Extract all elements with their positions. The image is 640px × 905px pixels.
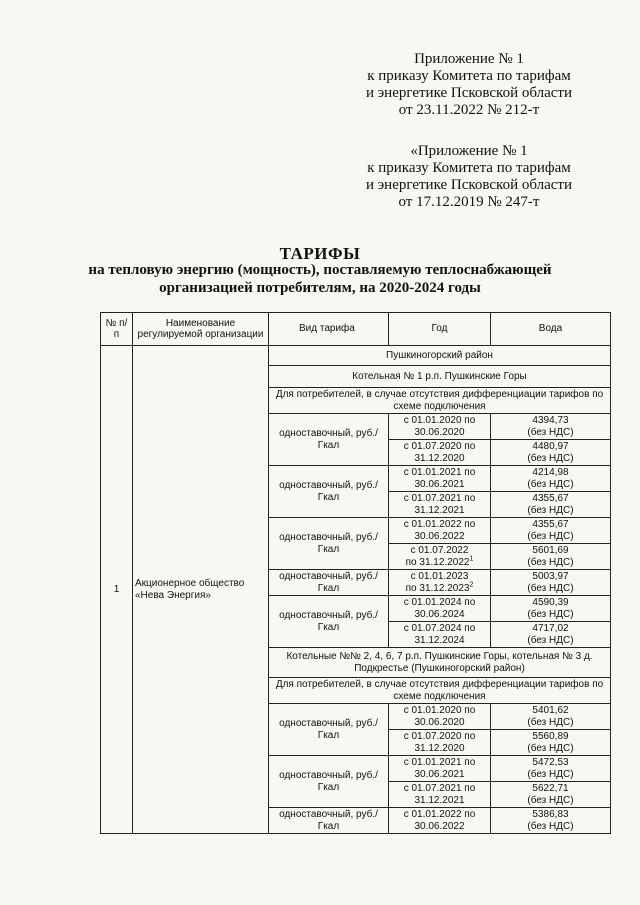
consumer-group: Для потребителей, в случае отсутствия дифференциации тарифов по схеме подключения bbox=[269, 388, 611, 414]
header-line: от 23.11.2022 № 212-т bbox=[398, 102, 540, 118]
tariff-period: с 01.01.2022 по 30.06.2022 bbox=[389, 808, 491, 834]
tariff-type: одноставочный, руб./Гкал bbox=[269, 596, 389, 648]
col-header-water: Вода bbox=[491, 313, 611, 346]
tariff-value: 4355,67 (без НДС) bbox=[491, 518, 611, 544]
tariff-type: одноставочный, руб./Гкал bbox=[269, 570, 389, 596]
boiler-house-name: Котельная № 1 р.п. Пушкинские Горы bbox=[269, 366, 611, 388]
tariff-value: 5401,62 (без НДС) bbox=[491, 704, 611, 730]
tariff-value: 4717,02 (без НДС) bbox=[491, 622, 611, 648]
footnote-mark: 1 bbox=[469, 555, 474, 563]
tariff-type: одноставочный, руб./Гкал bbox=[269, 704, 389, 756]
tariff-period: с 01.01.2020 по 30.06.2020 bbox=[389, 414, 491, 440]
tariff-value: 5472,53 (без НДС) bbox=[491, 756, 611, 782]
header-line: к приказу Комитета по тарифам bbox=[367, 68, 571, 84]
tariff-period: с 01.07.2021 по 31.12.2021 bbox=[389, 782, 491, 808]
tariff-type: одноставочный, руб./Гкал bbox=[269, 756, 389, 808]
col-header-type: Вид тарифа bbox=[269, 313, 389, 346]
tariff-period: с 01.07.2024 по 31.12.2024 bbox=[389, 622, 491, 648]
header-line: от 17.12.2019 № 247-т bbox=[398, 194, 540, 210]
title-main: ТАРИФЫ bbox=[279, 244, 361, 263]
table-row bbox=[101, 346, 611, 366]
boiler-house-name: Котельные №№ 2, 4, 6, 7 р.п. Пушкинские Горы, котельная № 3 д. Подкрестье (Пушкиногорский район) bbox=[269, 648, 611, 678]
tariff-value: 4480,97 (без НДС) bbox=[491, 440, 611, 466]
tariff-period: с 01.01.2021 по 30.06.2021 bbox=[389, 756, 491, 782]
organization-name: Акционерное общество «Нева Энергия» bbox=[133, 346, 269, 834]
footnote-mark: 2 bbox=[469, 581, 474, 589]
tariff-value: 4214,98 (без НДС) bbox=[491, 466, 611, 492]
header-line: Приложение № 1 bbox=[414, 51, 524, 67]
appendix-header-current bbox=[366, 51, 572, 119]
tariff-value: 4590,39 (без НДС) bbox=[491, 596, 611, 622]
header-line: «Приложение № 1 bbox=[410, 143, 528, 159]
tariff-value: 5003,97 (без НДС) bbox=[491, 570, 611, 596]
col-header-num: № п/п bbox=[101, 313, 133, 346]
tariff-period: с 01.01.2021 по 30.06.2021 bbox=[389, 466, 491, 492]
tariff-value: 5601,69 (без НДС) bbox=[491, 544, 611, 570]
tariff-period: с 01.07.2022 по 31.12.2022$^1$ bbox=[389, 544, 491, 570]
consumer-group: Для потребителей, в случае отсутствия дифференциации тарифов по схеме подключения bbox=[269, 678, 611, 704]
col-header-org: Наименование регулируемой организации bbox=[133, 313, 269, 346]
header-line: и энергетике Псковской области bbox=[365, 85, 572, 101]
appendix-header-original bbox=[366, 143, 572, 211]
row-number: 1 bbox=[101, 346, 133, 834]
tariff-period: с 01.07.2020 по 31.12.2020 bbox=[389, 440, 491, 466]
tariff-period: с 01.01.2020 по 30.06.2020 bbox=[389, 704, 491, 730]
tariff-table bbox=[100, 312, 611, 834]
table-header-row bbox=[101, 313, 611, 346]
tariff-period: с 01.01.2024 по 30.06.2024 bbox=[389, 596, 491, 622]
tariff-type: одноставочный, руб./Гкал bbox=[269, 518, 389, 570]
tariff-type: одноставочный, руб./Гкал bbox=[269, 414, 389, 466]
tariff-value: 5622,71 (без НДС) bbox=[491, 782, 611, 808]
header-line: и энергетике Псковской области bbox=[365, 177, 572, 193]
title-subtitle-line: на тепловую энергию (мощность), поставляемую теплоснабжающей bbox=[88, 262, 552, 278]
tariff-value: 4355,67 (без НДС) bbox=[491, 492, 611, 518]
tariff-period: с 01.07.2021 по 31.12.2021 bbox=[389, 492, 491, 518]
header-line: к приказу Комитета по тарифам bbox=[367, 160, 571, 176]
tariff-value: 4394,73 (без НДС) bbox=[491, 414, 611, 440]
title-subtitle-line: организацией потребителям, на 2020-2024 годы bbox=[159, 280, 481, 296]
col-header-year: Год bbox=[389, 313, 491, 346]
tariff-type: одноставочный, руб./Гкал bbox=[269, 808, 389, 834]
tariff-value: 5386,83 (без НДС) bbox=[491, 808, 611, 834]
tariff-period: с 01.01.2023 по 31.12.2023$^2$ bbox=[389, 570, 491, 596]
tariff-type: одноставочный, руб./Гкал bbox=[269, 466, 389, 518]
tariff-period: с 01.01.2022 по 30.06.2022 bbox=[389, 518, 491, 544]
tariff-value: 5560,89 (без НДС) bbox=[491, 730, 611, 756]
tariff-period: с 01.07.2020 по 31.12.2020 bbox=[389, 730, 491, 756]
district-name: Пушкиногорский район bbox=[269, 346, 611, 366]
